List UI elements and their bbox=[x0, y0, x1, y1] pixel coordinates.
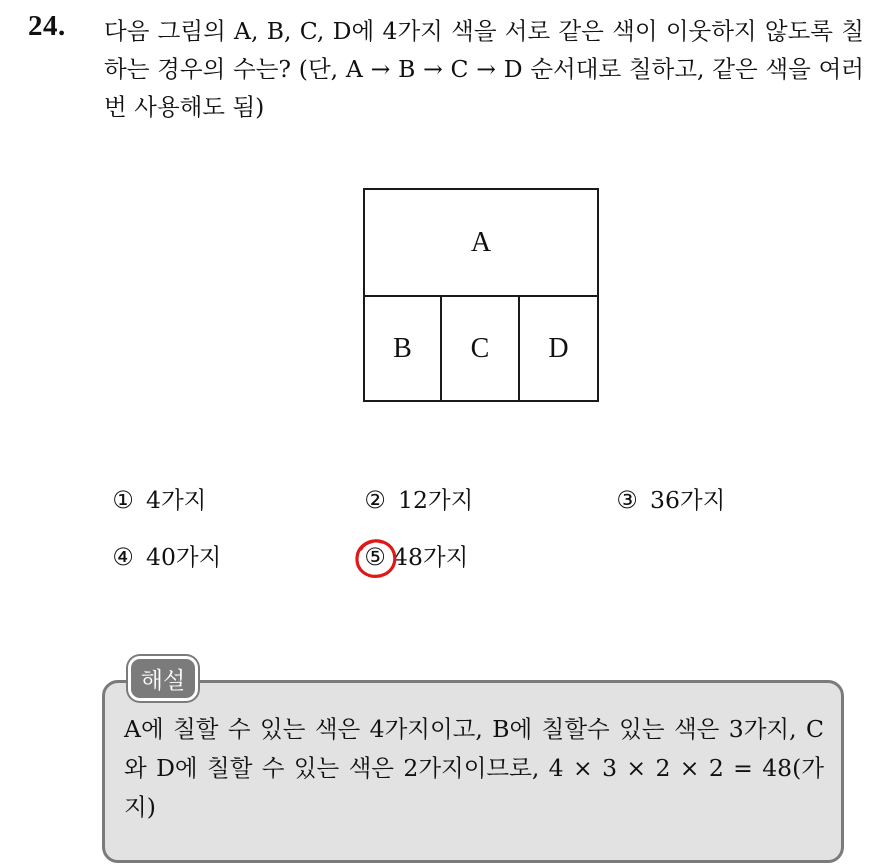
choice-4[interactable] bbox=[108, 542, 221, 572]
region-c bbox=[442, 297, 520, 400]
choice-4-mark: ④ bbox=[112, 543, 134, 571]
coloring-figure bbox=[363, 188, 599, 402]
choice-4-text: 40가지 bbox=[146, 543, 222, 571]
region-d bbox=[520, 297, 597, 400]
choice-2-mark: ② bbox=[364, 486, 386, 514]
choice-3-mark: ③ bbox=[616, 486, 638, 514]
choice-5-mark: ⑤ bbox=[364, 543, 386, 571]
question-number: 24. bbox=[28, 10, 66, 42]
region-b-label: B bbox=[393, 332, 412, 364]
answer-circle-stroke bbox=[357, 541, 395, 576]
region-a bbox=[365, 190, 597, 297]
choice-3[interactable] bbox=[612, 485, 725, 515]
explanation-text: A에 칠할 수 있는 색은 4가지이고, B에 칠할수 있는 색은 3가지, C와 D에 칠할 수 있는 색은 2가지이므로, 4 × 3 × 2 × 2 = 48(가지) bbox=[124, 715, 824, 821]
choice-3-text: 36가지 bbox=[650, 486, 726, 514]
choice-2[interactable] bbox=[360, 485, 473, 515]
region-b bbox=[365, 297, 442, 400]
choice-2-text: 12가지 bbox=[398, 486, 474, 514]
question-text: 다음 그림의 A, B, C, D에 4가지 색을 서로 같은 색이 이웃하지 않도록 칠하는 경우의 수는? (단, A → B → C → D 순서대로 칠하고, 같은 색을 여러 번 사용해도 됨) bbox=[104, 17, 864, 121]
region-a-label: A bbox=[470, 226, 492, 258]
answer-circle-mark bbox=[352, 536, 400, 580]
choice-1[interactable] bbox=[108, 485, 206, 515]
region-c-label: C bbox=[470, 332, 490, 364]
choice-1-mark: ① bbox=[112, 486, 134, 514]
explanation-label: 해설 bbox=[128, 656, 198, 701]
region-d-label: D bbox=[548, 332, 569, 364]
choice-5-text: 48가지 bbox=[393, 543, 469, 571]
choice-1-text: 4가지 bbox=[146, 486, 207, 514]
